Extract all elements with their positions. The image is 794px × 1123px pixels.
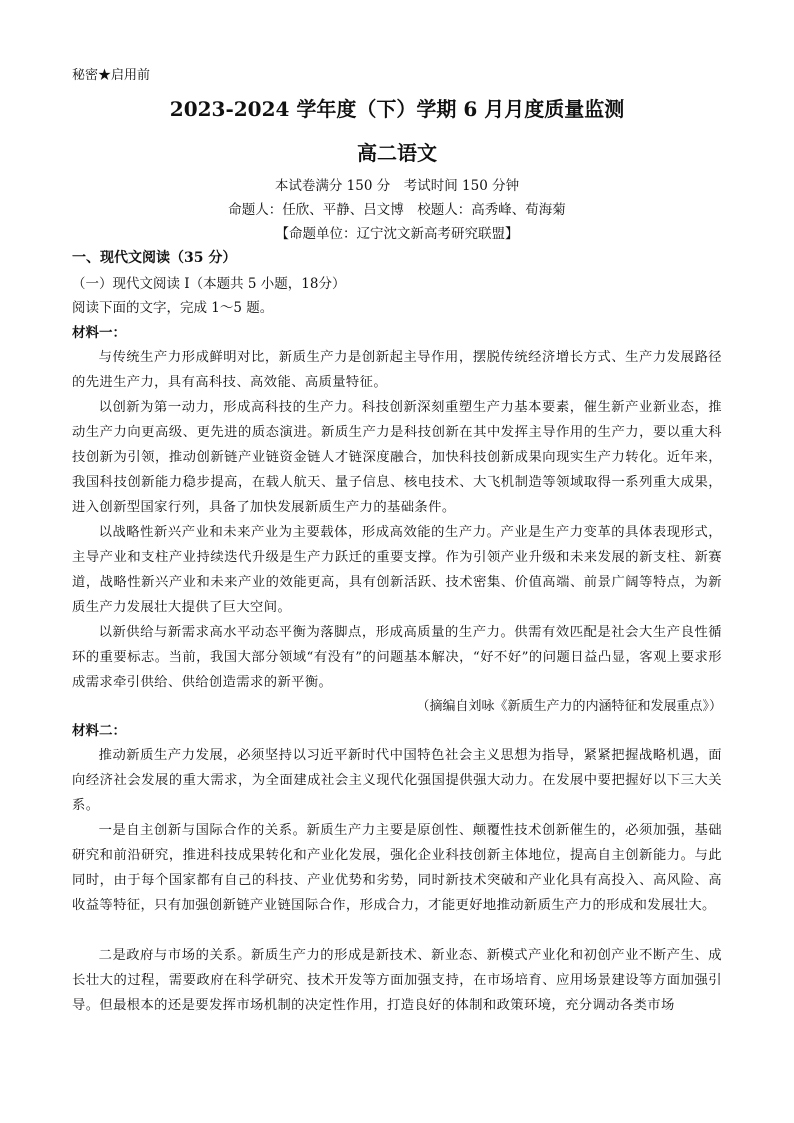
section-heading: 一、现代文阅读（35 分） [72,250,237,266]
secret-mark: 秘密★启用前 [72,68,151,83]
exam-subject: 高二语文 [357,141,437,165]
exam-unit: 【命题单位：辽宁沈文新高考研究联盟】 [275,226,519,242]
material-1-paragraph: 以新供给与新需求高水平动态平衡为落脚点，形成高质量的生产力。供需有效匹配是社会大生产良性循环的重要标志。当前，我国大部分领域“有没有”的问题基本解决，“好不好”的问题日益凸显，客观上要求形成需求牵引供给、供给创造需求的新平衡。 [72,625,722,690]
material-1-paragraph: 与传统生产力形成鲜明对比，新质生产力是创新起主导作用，摆脱传统经济增长方式、生产力发展路径的先进生产力，具有高科技、高效能、高质量特征。 [72,350,722,390]
material-2-paragraph: 推动新质生产力发展，必须坚持以习近平新时代中国特色社会主义思想为指导，紧紧把握战略机遇，面向经济社会发展的重大需求，为全面建成社会主义现代化强国提供强大动力。在发展中要把握好以下三大关系。 [72,748,722,813]
exam-info: 本试卷满分 150 分 考试时间 150 分钟 [274,178,520,194]
material-2-label: 材料二： [72,723,126,739]
material-1-paragraph: 以创新为第一动力，形成高科技的生产力。科技创新深刻重塑生产力基本要素，催生新产业新业态，推动生产力向更高级、更先进的质态演进。新质生产力是科技创新在其中发挥主导作用的生产力，要以重大科技创新为引领，推动创新链产业链资金链人才链深度融合，加快科技创新成果向现实生产力转化。近年来，我国科技创新能力稳步提高，在载人航天、量子信息、核电技术、大飞机制造等领域取得一系列重大成果，进入创新型国家行列，具备了加快发展新质生产力的基础条件。 [72,400,722,515]
material-1-source: （摘编自刘咏《新质生产力的内涵特征和发展重点》） [416,699,722,714]
material-1-label: 材料一： [72,325,126,341]
reading-instruction: 阅读下面的文字，完成 1～5 题。 [72,300,274,316]
material-1-paragraph: 以战略性新兴产业和未来产业为主要载体，形成高效能的生产力。产业是生产力变革的具体表现形式，主导产业和支柱产业持续迭代升级是生产力跃迁的重要支撑。作为引领产业升级和未来发展的新支柱、新赛道，战略性新兴产业和未来产业的效能更高，具有创新活跃、技术密集、价值高端、前景广阔等特点，为新质生产力发展壮大提供了巨大空间。 [72,525,722,615]
exam-title: 2023-2024 学年度（下）学期 6 月月度质量监测 [169,97,625,121]
material-2-paragraph: 一是自主创新与国际合作的关系。新质生产力主要是原创性、颠覆性技术创新催生的，必须加强，基础研究和前沿研究，推进科技成果转化和产业化发展，强化企业科技创新主体地位，提高自主创新能力。与此同时，由于每个国家都有自己的科技、产业优势和劣势，同时新技术突破和产业化具有高投入、高风险、高收益等特征，只有加强创新链产业链国际合作，形成合力，才能更好地推动新质生产力的形成和发展壮大。 [72,823,722,913]
material-2-paragraph: 二是政府与市场的关系。新质生产力的形成是新技术、新业态、新模式产业化和初创产业不断产生、成长壮大的过程，需要政府在科学研究、技术开发等方面加强支持，在市场培育、应用场景建设等方面加强引导。但最根本的还是要发挥市场机制的决定性作用，打造良好的体制和政策环境，充分调动各类市场 [72,948,722,1013]
exam-authors: 命题人：任欣、平静、吕文博 校题人：高秀峰、荀海菊 [228,202,566,218]
sub-section-heading: （一）现代文阅读 I（本题共 5 小题，18分） [72,276,346,292]
